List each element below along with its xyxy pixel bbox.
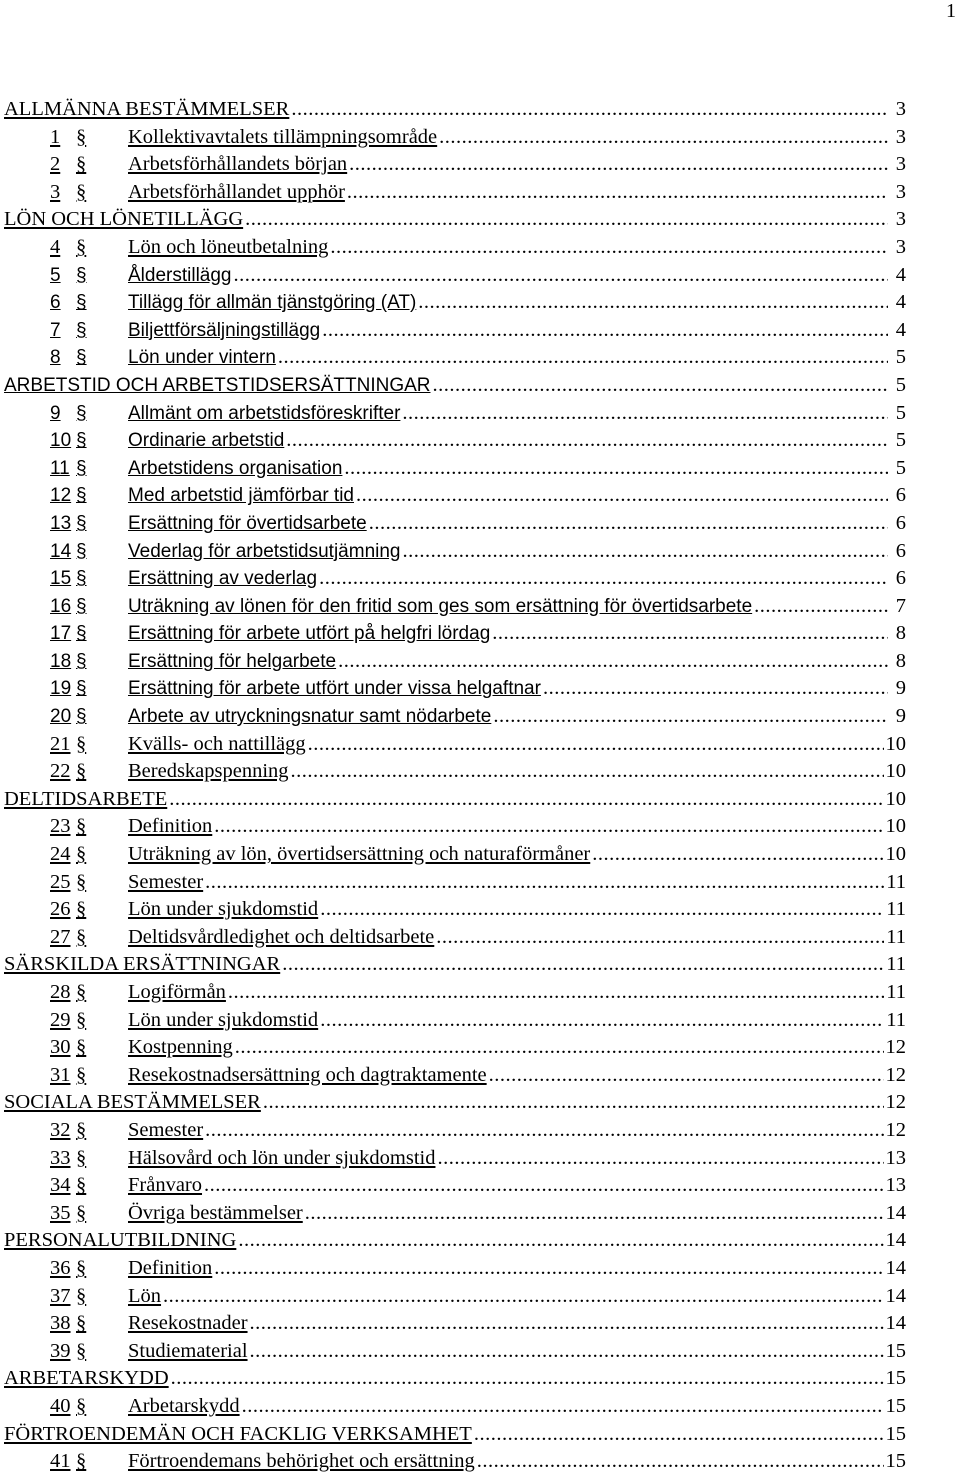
toc-page-number: 11 bbox=[886, 925, 906, 948]
toc-item-title[interactable]: Ersättning för arbete utfört på helgfri lördag bbox=[128, 623, 491, 645]
section-symbol: § bbox=[76, 430, 87, 452]
toc-item-title[interactable]: Arbetarskydd bbox=[128, 1394, 240, 1417]
toc-page-number: 9 bbox=[895, 705, 906, 728]
section-symbol: § bbox=[76, 1201, 87, 1224]
toc-page-number: 3 bbox=[895, 208, 906, 231]
toc-item-number: 37 bbox=[50, 1284, 71, 1307]
toc-item[interactable] bbox=[4, 538, 906, 566]
toc-heading-title[interactable]: SÄRSKILDA ERSÄTTNINGAR bbox=[4, 953, 281, 976]
toc-page-number: 5 bbox=[895, 429, 906, 452]
toc-item-title[interactable]: Arbetsförhållandets början bbox=[128, 153, 348, 176]
toc-item[interactable] bbox=[4, 1007, 906, 1035]
dot-leader bbox=[433, 372, 889, 400]
toc-page-number: 3 bbox=[895, 153, 906, 176]
toc-item-title[interactable]: Lön under sjukdomstid bbox=[128, 898, 319, 921]
dot-leader bbox=[474, 1421, 884, 1449]
toc-item-title[interactable]: Arbete av utryckningsnatur samt nödarbete bbox=[128, 706, 492, 728]
toc-item[interactable] bbox=[4, 482, 906, 510]
toc-item[interactable] bbox=[4, 1310, 906, 1338]
toc-page-number: 3 bbox=[895, 235, 906, 258]
dot-leader bbox=[320, 896, 884, 924]
toc-item-title[interactable]: Uträkning av lönen för den fritid som ges som ersättning för övertidsarbete bbox=[128, 595, 753, 617]
section-symbol: § bbox=[76, 235, 87, 258]
toc-page-number: 11 bbox=[886, 898, 906, 921]
toc-item[interactable] bbox=[4, 1283, 906, 1311]
section-symbol: § bbox=[76, 1174, 87, 1197]
dot-leader bbox=[320, 1007, 884, 1035]
dot-leader bbox=[418, 289, 888, 317]
section-symbol: § bbox=[76, 180, 87, 203]
dot-leader bbox=[439, 124, 888, 152]
toc-item-title[interactable]: Lön under vintern bbox=[128, 347, 276, 369]
toc-item[interactable] bbox=[4, 262, 906, 290]
toc-heading-title[interactable]: ARBETSTID OCH ARBETSTIDSERSÄTTNINGAR bbox=[4, 374, 431, 396]
section-symbol: § bbox=[76, 568, 87, 590]
section-symbol: § bbox=[76, 292, 87, 314]
section-symbol: § bbox=[76, 125, 87, 148]
toc-page-number: 11 bbox=[886, 870, 906, 893]
toc-item[interactable] bbox=[4, 869, 906, 897]
section-symbol: § bbox=[76, 512, 87, 534]
dot-leader bbox=[278, 344, 888, 372]
section-symbol: § bbox=[76, 650, 87, 672]
toc-item[interactable] bbox=[4, 648, 906, 676]
toc-page-number: 4 bbox=[895, 291, 906, 314]
toc-item-number: 40 bbox=[50, 1394, 71, 1417]
toc-item-title[interactable]: Tillägg för allmän tjänstgöring (AT) bbox=[128, 292, 417, 314]
toc-heading[interactable] bbox=[4, 1227, 906, 1255]
toc-page-number: 10 bbox=[885, 815, 906, 838]
dot-leader bbox=[477, 1448, 884, 1476]
toc-item-title[interactable]: Förtroendemans behörighet och ersättning bbox=[128, 1450, 475, 1473]
toc-item[interactable] bbox=[4, 400, 906, 428]
section-symbol: § bbox=[76, 925, 87, 948]
toc-page-number: 12 bbox=[885, 1036, 906, 1059]
toc-item-title[interactable]: Kostpenning bbox=[128, 1036, 233, 1059]
toc-item[interactable] bbox=[4, 1172, 906, 1200]
toc-item-number: 28 bbox=[50, 981, 71, 1003]
toc-page-number: 4 bbox=[895, 318, 906, 341]
section-symbol: § bbox=[76, 1146, 87, 1169]
dot-leader bbox=[436, 924, 884, 952]
toc-item-number: 41 bbox=[50, 1450, 71, 1473]
toc-page-number: 5 bbox=[895, 401, 906, 424]
toc-page-number: 10 bbox=[885, 760, 906, 783]
toc-item-number: 16 bbox=[50, 595, 72, 617]
toc-item-title[interactable]: Ålderstillägg bbox=[128, 264, 232, 286]
toc-page-number: 5 bbox=[895, 456, 906, 479]
toc-item-title[interactable]: Semester bbox=[128, 870, 204, 893]
toc-item-number: 38 bbox=[50, 1312, 71, 1335]
dot-leader bbox=[489, 1062, 884, 1090]
toc-item-number: 19 bbox=[50, 678, 72, 700]
toc-item-title[interactable]: Arbetstidens organisation bbox=[128, 457, 343, 479]
toc-page-number: 6 bbox=[895, 567, 906, 590]
toc-page-number: 10 bbox=[885, 732, 906, 755]
toc-page-number: 14 bbox=[885, 1229, 906, 1252]
section-symbol: § bbox=[76, 264, 87, 286]
toc-item-number: 4 bbox=[50, 235, 61, 258]
toc-item-title[interactable]: Ersättning för helgarbete bbox=[128, 650, 337, 672]
dot-leader bbox=[308, 731, 884, 759]
dot-leader bbox=[492, 620, 888, 648]
section-symbol: § bbox=[76, 898, 87, 921]
dot-leader bbox=[543, 675, 888, 703]
toc-item-title[interactable]: Resekostnadsersättning och dagtraktamente bbox=[128, 1063, 487, 1086]
toc-item[interactable] bbox=[4, 151, 906, 179]
dot-leader bbox=[205, 1117, 883, 1145]
toc-item-number: 34 bbox=[50, 1174, 71, 1197]
section-symbol: § bbox=[76, 457, 87, 479]
section-symbol: § bbox=[76, 981, 87, 1003]
section-symbol: § bbox=[76, 402, 87, 424]
dot-leader bbox=[493, 703, 888, 731]
toc-page-number: 9 bbox=[895, 677, 906, 700]
section-symbol: § bbox=[76, 1312, 87, 1335]
toc-heading-title[interactable]: FÖRTROENDEMÄN OCH FACKLIG VERKSAMHET bbox=[4, 1422, 472, 1445]
toc-item[interactable] bbox=[4, 455, 906, 483]
section-symbol: § bbox=[76, 1256, 87, 1279]
dot-leader bbox=[305, 1200, 884, 1228]
toc-item[interactable] bbox=[4, 565, 906, 593]
toc-item-title[interactable]: Ersättning för arbete utfört under vissa helgaftnar bbox=[128, 678, 541, 700]
section-symbol: § bbox=[76, 1339, 87, 1362]
dot-leader bbox=[163, 1283, 883, 1311]
toc-item-number: 39 bbox=[50, 1339, 71, 1362]
toc-item-title[interactable]: Kollektivavtalets tillämpningsområde bbox=[128, 125, 438, 148]
toc-item-number: 2 bbox=[50, 153, 61, 176]
toc-item[interactable] bbox=[4, 1255, 906, 1283]
dot-leader bbox=[330, 234, 888, 262]
section-symbol: § bbox=[76, 678, 87, 700]
toc-item-number: 29 bbox=[50, 1008, 71, 1031]
toc-page-number: 5 bbox=[895, 346, 906, 369]
toc-item-title[interactable]: Ersättning för övertidsarbete bbox=[128, 512, 367, 534]
table-of-contents bbox=[4, 96, 906, 1476]
toc-item-title[interactable]: Frånvaro bbox=[128, 1174, 203, 1197]
dot-leader bbox=[403, 538, 889, 566]
dot-leader bbox=[369, 510, 888, 538]
section-symbol: § bbox=[76, 1036, 87, 1059]
dot-leader bbox=[250, 1338, 884, 1366]
toc-heading[interactable] bbox=[4, 96, 906, 124]
dot-leader bbox=[234, 262, 889, 290]
toc-page-number: 15 bbox=[885, 1339, 906, 1362]
toc-item-number: 3 bbox=[50, 180, 61, 203]
toc-page-number: 15 bbox=[885, 1394, 906, 1417]
section-symbol: § bbox=[76, 153, 87, 176]
toc-page-number: 11 bbox=[886, 981, 906, 1003]
toc-heading-title[interactable]: SOCIALA BESTÄMMELSER bbox=[4, 1091, 261, 1114]
toc-item-number: 6 bbox=[50, 292, 61, 314]
toc-item[interactable] bbox=[4, 1448, 906, 1476]
toc-item-number: 24 bbox=[50, 843, 71, 866]
toc-item[interactable] bbox=[4, 317, 906, 345]
section-symbol: § bbox=[76, 706, 87, 728]
dot-leader bbox=[291, 758, 884, 786]
toc-heading-title[interactable]: PERSONALUTBILDNING bbox=[4, 1229, 237, 1252]
toc-item-number: 13 bbox=[50, 512, 72, 534]
toc-heading-title[interactable]: ALLMÄNNA BESTÄMMELSER bbox=[4, 98, 290, 120]
toc-page-number: 12 bbox=[885, 1118, 906, 1141]
toc-item-number: 15 bbox=[50, 568, 72, 590]
toc-item-title[interactable]: Vederlag för arbetstidsutjämning bbox=[128, 540, 401, 562]
toc-item-number: 35 bbox=[50, 1201, 71, 1224]
toc-item[interactable] bbox=[4, 675, 906, 703]
dot-leader bbox=[754, 593, 888, 621]
dot-leader bbox=[204, 1172, 883, 1200]
dot-leader bbox=[291, 96, 888, 124]
toc-item-number: 32 bbox=[50, 1118, 71, 1141]
toc-item[interactable] bbox=[4, 1200, 906, 1228]
dot-leader bbox=[338, 648, 888, 676]
toc-item-number: 21 bbox=[50, 732, 71, 755]
dot-leader bbox=[205, 869, 884, 897]
toc-page-number: 6 bbox=[895, 484, 906, 507]
page-number: 1 bbox=[946, 0, 956, 22]
dot-leader bbox=[592, 841, 883, 869]
toc-item[interactable] bbox=[4, 703, 906, 731]
toc-item-number: 22 bbox=[50, 760, 71, 783]
toc-page-number: 13 bbox=[885, 1146, 906, 1169]
dot-leader bbox=[282, 951, 884, 979]
toc-item-number: 30 bbox=[50, 1036, 71, 1059]
toc-item[interactable] bbox=[4, 924, 906, 952]
section-symbol: § bbox=[76, 319, 87, 341]
toc-item-title[interactable]: Övriga bestämmelser bbox=[128, 1201, 303, 1224]
toc-page-number: 12 bbox=[885, 1063, 906, 1086]
toc-item-title[interactable]: Lön bbox=[128, 1284, 162, 1307]
toc-page-number: 6 bbox=[895, 511, 906, 534]
toc-item[interactable] bbox=[4, 896, 906, 924]
toc-item-number: 27 bbox=[50, 925, 71, 948]
toc-item-title[interactable]: Ordinarie arbetstid bbox=[128, 430, 285, 452]
dot-leader bbox=[356, 482, 888, 510]
toc-item-title[interactable]: Kvälls- och nattillägg bbox=[128, 732, 306, 755]
toc-item-title[interactable]: Deltidsvårdledighet och deltidsarbete bbox=[128, 925, 435, 948]
toc-heading[interactable] bbox=[4, 951, 906, 979]
toc-item[interactable] bbox=[4, 510, 906, 538]
toc-item[interactable] bbox=[4, 731, 906, 759]
toc-item-title[interactable]: Arbetsförhållandet upphör bbox=[128, 180, 345, 203]
toc-item-number: 20 bbox=[50, 706, 72, 728]
toc-item-number: 5 bbox=[50, 264, 61, 286]
toc-item[interactable] bbox=[4, 344, 906, 372]
toc-item[interactable] bbox=[4, 1034, 906, 1062]
dot-leader bbox=[402, 400, 888, 428]
section-symbol: § bbox=[76, 1118, 87, 1141]
toc-page-number: 3 bbox=[895, 180, 906, 203]
toc-item[interactable] bbox=[4, 979, 906, 1007]
toc-item[interactable] bbox=[4, 124, 906, 152]
toc-page-number: 6 bbox=[895, 539, 906, 562]
toc-item-title[interactable]: Studiematerial bbox=[128, 1339, 248, 1362]
toc-item-number: 18 bbox=[50, 650, 72, 672]
toc-page-number: 15 bbox=[885, 1450, 906, 1473]
toc-heading[interactable] bbox=[4, 1365, 906, 1393]
toc-page-number: 14 bbox=[885, 1256, 906, 1279]
toc-item[interactable] bbox=[4, 234, 906, 262]
toc-item[interactable] bbox=[4, 427, 906, 455]
toc-item-title[interactable]: Logiförmån bbox=[128, 981, 226, 1003]
toc-page-number: 5 bbox=[895, 373, 906, 396]
section-symbol: § bbox=[76, 347, 87, 369]
toc-item-title[interactable]: Definition bbox=[128, 815, 213, 838]
toc-item-title[interactable]: Uträkning av lön, övertidsersättning och naturaförmåner bbox=[128, 843, 591, 866]
dot-leader bbox=[319, 565, 888, 593]
section-symbol: § bbox=[76, 595, 87, 617]
toc-page-number: 8 bbox=[895, 649, 906, 672]
toc-item[interactable] bbox=[4, 758, 906, 786]
toc-item-title[interactable]: Ersättning av vederlag bbox=[128, 568, 318, 590]
toc-heading[interactable] bbox=[4, 206, 906, 234]
toc-page-number: 8 bbox=[895, 622, 906, 645]
section-symbol: § bbox=[76, 760, 87, 783]
toc-item[interactable] bbox=[4, 620, 906, 648]
section-symbol: § bbox=[76, 1450, 87, 1473]
toc-heading-title[interactable]: DELTIDSARBETE bbox=[4, 787, 168, 810]
dot-leader bbox=[286, 427, 888, 455]
toc-item-title[interactable]: Biljettförsäljningstillägg bbox=[128, 319, 321, 341]
toc-item-number: 25 bbox=[50, 870, 71, 893]
toc-item-title[interactable]: Semester bbox=[128, 1118, 204, 1141]
toc-item-number: 7 bbox=[50, 319, 61, 341]
toc-item[interactable] bbox=[4, 593, 906, 621]
toc-page-number: 14 bbox=[885, 1312, 906, 1335]
section-symbol: § bbox=[76, 1063, 87, 1086]
toc-item-number: 23 bbox=[50, 815, 71, 838]
toc-page-number: 14 bbox=[885, 1284, 906, 1307]
toc-item[interactable] bbox=[4, 1145, 906, 1173]
toc-page-number: 11 bbox=[886, 1008, 906, 1031]
section-symbol: § bbox=[76, 1284, 87, 1307]
dot-leader bbox=[263, 1089, 884, 1117]
toc-page-number: 13 bbox=[885, 1174, 906, 1197]
toc-item-number: 1 bbox=[50, 125, 61, 148]
toc-heading[interactable] bbox=[4, 1421, 906, 1449]
toc-item-number: 14 bbox=[50, 540, 72, 562]
toc-page-number: 3 bbox=[895, 125, 906, 148]
dot-leader bbox=[245, 206, 888, 234]
toc-page-number: 15 bbox=[885, 1422, 906, 1445]
toc-item-title[interactable]: Beredskapspenning bbox=[128, 760, 289, 783]
toc-page-number: 11 bbox=[886, 953, 906, 976]
toc-page-number: 3 bbox=[895, 98, 906, 120]
toc-page-number: 14 bbox=[885, 1201, 906, 1224]
toc-item-number: 31 bbox=[50, 1063, 71, 1086]
section-symbol: § bbox=[76, 732, 87, 755]
dot-leader bbox=[437, 1145, 883, 1173]
section-symbol: § bbox=[76, 870, 87, 893]
dot-leader bbox=[238, 1227, 883, 1255]
toc-page-number: 10 bbox=[885, 843, 906, 866]
dot-leader bbox=[235, 1034, 884, 1062]
toc-item-number: 17 bbox=[50, 623, 72, 645]
toc-item-title[interactable]: Definition bbox=[128, 1256, 213, 1279]
toc-heading-title[interactable]: LÖN OCH LÖNETILLÄGG bbox=[4, 208, 244, 231]
dot-leader bbox=[347, 179, 888, 207]
toc-item[interactable] bbox=[4, 813, 906, 841]
dot-leader bbox=[214, 1255, 883, 1283]
dot-leader bbox=[242, 1393, 884, 1421]
toc-heading[interactable] bbox=[4, 1089, 906, 1117]
dot-leader bbox=[171, 1365, 884, 1393]
toc-item[interactable] bbox=[4, 179, 906, 207]
toc-item-number: 12 bbox=[50, 485, 72, 507]
dot-leader bbox=[349, 151, 888, 179]
section-symbol: § bbox=[76, 1394, 87, 1417]
dot-leader bbox=[322, 317, 888, 345]
toc-item-title[interactable]: Med arbetstid jämförbar tid bbox=[128, 485, 354, 507]
toc-item[interactable] bbox=[4, 841, 906, 869]
dot-leader bbox=[214, 813, 883, 841]
toc-item-number: 8 bbox=[50, 347, 61, 369]
dot-leader bbox=[344, 455, 888, 483]
toc-item[interactable] bbox=[4, 289, 906, 317]
toc-item-number: 9 bbox=[50, 402, 61, 424]
toc-item-number: 10 bbox=[50, 430, 72, 452]
section-symbol: § bbox=[76, 485, 87, 507]
toc-item[interactable] bbox=[4, 1338, 906, 1366]
toc-item-title[interactable]: Allmänt om arbetstidsföreskrifter bbox=[128, 402, 401, 424]
toc-item-title[interactable]: Lön under sjukdomstid bbox=[128, 1008, 319, 1031]
section-symbol: § bbox=[76, 815, 87, 838]
toc-page-number: 7 bbox=[895, 594, 906, 617]
dot-leader bbox=[169, 786, 883, 814]
toc-heading-title[interactable]: ARBETARSKYDD bbox=[4, 1367, 169, 1390]
toc-item-number: 33 bbox=[50, 1146, 71, 1169]
section-symbol: § bbox=[76, 1008, 87, 1031]
toc-item-number: 11 bbox=[50, 457, 70, 479]
dot-leader bbox=[250, 1310, 884, 1338]
toc-page-number: 4 bbox=[895, 263, 906, 286]
section-symbol: § bbox=[76, 623, 87, 645]
toc-item[interactable] bbox=[4, 1062, 906, 1090]
toc-item-number: 36 bbox=[50, 1256, 71, 1279]
section-symbol: § bbox=[76, 843, 87, 866]
toc-item-title[interactable]: Resekostnader bbox=[128, 1312, 248, 1335]
toc-item[interactable] bbox=[4, 1393, 906, 1421]
toc-page-number: 10 bbox=[885, 787, 906, 810]
section-symbol: § bbox=[76, 540, 87, 562]
toc-item-number: 26 bbox=[50, 898, 71, 921]
toc-item-title[interactable]: Lön och löneutbetalning bbox=[128, 235, 329, 258]
toc-page-number: 12 bbox=[885, 1091, 906, 1114]
toc-page-number: 15 bbox=[885, 1367, 906, 1390]
toc-item-title[interactable]: Hälsovård och lön under sjukdomstid bbox=[128, 1146, 436, 1169]
toc-item[interactable] bbox=[4, 1117, 906, 1145]
dot-leader bbox=[228, 979, 884, 1007]
toc-heading[interactable] bbox=[4, 786, 906, 814]
toc-heading[interactable] bbox=[4, 372, 906, 400]
